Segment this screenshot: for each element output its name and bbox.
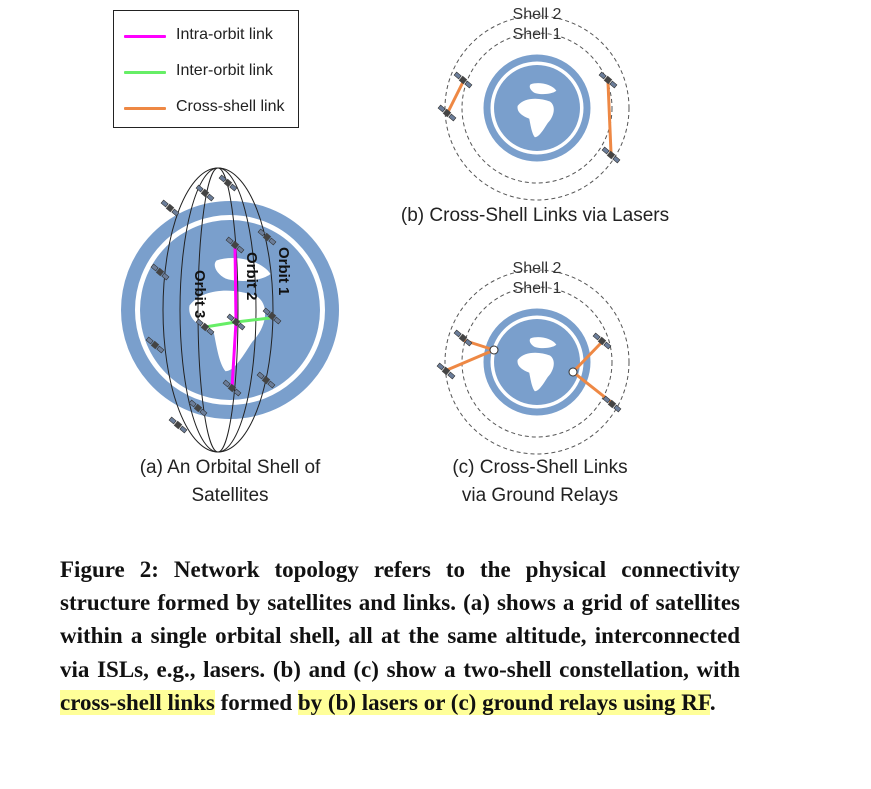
panel-c-label xyxy=(410,454,670,510)
panel-b-label: (b) Cross-Shell Links via Lasers xyxy=(400,205,670,226)
shell-2-label: Shell 2 xyxy=(512,6,562,23)
orbit-2-label: Orbit 2 xyxy=(243,252,260,301)
caption-text: formed xyxy=(214,689,298,715)
caption-text: . xyxy=(709,689,716,715)
panel-c-label-line2: via Ground Relays xyxy=(461,485,619,506)
panel-c-label-line1: (c) Cross-Shell Links xyxy=(452,457,628,478)
legend-label: Intra-orbit link xyxy=(176,26,273,43)
caption-highlight: cross-shell links xyxy=(60,689,215,715)
caption-text: Figure 2: Network topology refers to the physical connectivity structure formed by satellites and links. (a) shows a grid of satellites within a single orbital shell, all at the same altitude, interconnected via ISLs, e.g., lasers. (b) and (c) show a two-shell constellation, with xyxy=(60,557,740,682)
figure-caption xyxy=(60,553,740,719)
caption-highlight: by (b) lasers or (c) ground relays using RF xyxy=(297,689,710,715)
legend-label: Inter-orbit link xyxy=(176,62,273,79)
shell-2-label: Shell 2 xyxy=(512,260,562,277)
panel-a-art xyxy=(128,168,332,452)
shell-1-label: Shell 1 xyxy=(512,280,562,297)
orbit-3-label: Orbit 3 xyxy=(191,270,208,319)
panel-a-label xyxy=(100,454,360,510)
intra-orbit-link xyxy=(235,245,236,322)
panel-a-label-line2: Satellites xyxy=(191,485,269,506)
cross-shell-link xyxy=(448,82,463,112)
panel-a-label-line1: (a) An Orbital Shell of xyxy=(139,457,321,478)
orbit-1-label: Orbit 1 xyxy=(275,247,292,296)
legend-label: Cross-shell link xyxy=(176,98,285,115)
shell-1-label: Shell 1 xyxy=(512,26,562,43)
